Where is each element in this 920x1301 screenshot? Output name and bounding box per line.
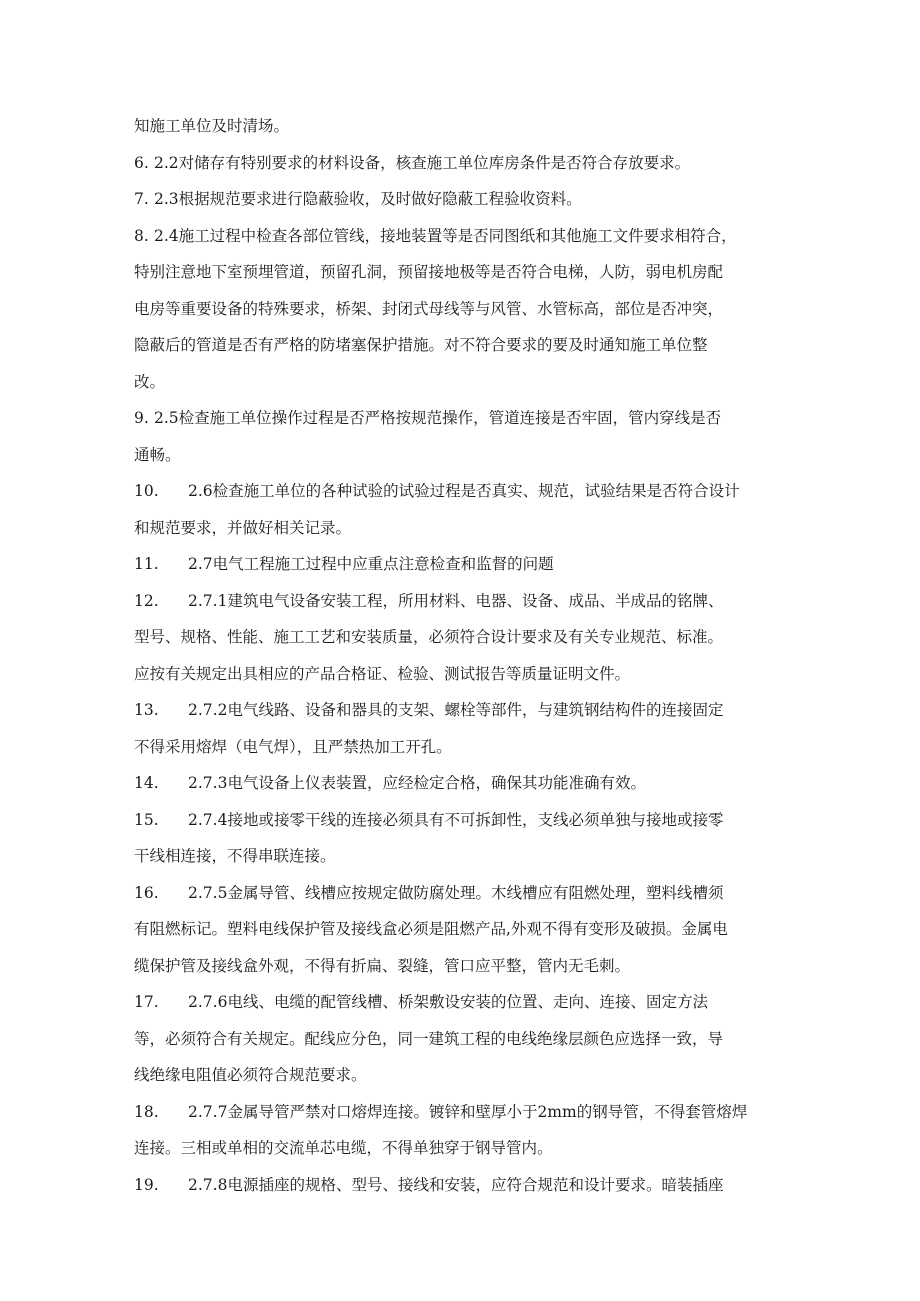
line-text: 2.7.2电气线路、设备和器具的支架、螺栓等部件，与建筑钢结构件的连接固定: [188, 701, 724, 719]
item-number: 15.: [134, 810, 159, 829]
paragraph-line: [134, 729, 799, 766]
line-text: 2.7.1建筑电气设备安装工程，所用材料、电器、设备、成品、半成品的铭牌、: [188, 591, 724, 610]
paragraph-line: [134, 364, 799, 401]
item-number: 16.: [134, 883, 159, 902]
item-number: 8.: [134, 226, 149, 245]
paragraph-line: [134, 437, 799, 474]
paragraph-13: [134, 692, 799, 765]
line-text: 不得采用熔焊（电气焊），且严禁热加工开孔。: [134, 737, 452, 756]
item-number: 18.: [134, 1102, 159, 1121]
line-text: 2.4施工过程中检查各部位管线，接地装置等是否同图纸和其他施工文件要求相符合，: [154, 226, 737, 245]
item-number: 7.: [134, 190, 149, 208]
paragraph-line: [134, 1130, 799, 1167]
paragraph-line: [134, 948, 799, 985]
paragraph-line: [134, 1167, 799, 1204]
paragraph-line: [134, 583, 799, 620]
paragraph-line: [134, 145, 799, 182]
paragraph-14: [134, 765, 799, 802]
paragraph-line: [134, 181, 799, 218]
line-text: 有阻燃标记。塑料电线保护管及接线盒必须是阻燃产品,外观不得有变形及破损。金属电: [134, 920, 728, 938]
paragraph-16: [134, 875, 799, 985]
item-number: 10.: [134, 482, 159, 500]
paragraph-line: [134, 984, 799, 1021]
line-text: 应按有关规定出具相应的产品合格证、检验、测试报告等质量证明文件。: [134, 664, 631, 683]
line-text: 2.7.6电线、电缆的配管线槽、桥架敷设安装的位置、走向、连接、固定方法: [188, 993, 708, 1011]
paragraph-line: [134, 692, 799, 729]
paragraph-line: [134, 400, 799, 437]
item-number: 19.: [134, 1175, 159, 1194]
paragraph-line: [134, 108, 799, 145]
paragraph-line: [134, 291, 799, 328]
line-text: 和规范要求，并做好相关记录。: [134, 518, 352, 537]
item-number: 9.: [134, 409, 149, 427]
paragraph-line: [134, 1094, 799, 1131]
line-text: 等，必须符合有关规定。配线应分色，同一建筑工程的电线绝缘层颜色应选择一致，导: [134, 1029, 724, 1048]
paragraph-continuation: [134, 108, 799, 145]
paragraph-line: [134, 327, 799, 364]
line-text: 型号、规格、性能、施工工艺和安装质量，必须符合设计要求及有关专业规范、标准。: [134, 628, 724, 646]
paragraph-line: [134, 218, 799, 255]
paragraph-6: [134, 145, 799, 182]
paragraph-line: [134, 802, 799, 839]
paragraph-11: [134, 546, 799, 583]
paragraph-line: [134, 875, 799, 912]
line-text: 2.7电气工程施工过程中应重点注意检查和监督的问题: [188, 555, 554, 573]
item-number: 17.: [134, 993, 159, 1011]
paragraph-line: [134, 473, 799, 510]
line-text: 缆保护管及接线盒外观，不得有折扁、裂缝，管口应平整，管内无毛刺。: [134, 956, 631, 975]
paragraph-15: [134, 802, 799, 875]
paragraph-17: [134, 984, 799, 1094]
paragraph-line: [134, 838, 799, 875]
item-number: 13.: [134, 701, 159, 719]
paragraph-line: [134, 765, 799, 802]
paragraph-line: [134, 619, 799, 656]
line-text: 线绝缘电阻值必须符合规范要求。: [134, 1066, 367, 1084]
line-text: 2.7.3电气设备上仪表装置，应经检定合格，确保其功能准确有效。: [188, 774, 646, 792]
paragraph-line: [134, 254, 799, 291]
paragraph-9: [134, 400, 799, 473]
paragraph-7: [134, 181, 799, 218]
paragraph-19: [134, 1167, 799, 1204]
line-text: 2.2对储存有特别要求的材料设备，核查施工单位库房条件是否符合存放要求。: [154, 153, 691, 172]
line-text: 2.7.8电源插座的规格、型号、接线和安装，应符合规范和设计要求。暗装插座: [188, 1175, 724, 1194]
line-text: 改。: [134, 372, 166, 391]
document-body: [134, 108, 799, 1203]
item-number: 6.: [134, 153, 149, 172]
line-text: 2.7.4接地或接零干线的连接必须具有不可拆卸性，支线必须单独与接地或接零: [188, 810, 724, 829]
paragraph-line: [134, 1057, 799, 1094]
item-number: 14.: [134, 774, 159, 792]
line-text: 2.3根据规范要求进行隐蔽验收，及时做好隐蔽工程验收资料。: [154, 190, 582, 208]
line-text: 2.6检查施工单位的各种试验的试验过程是否真实、规范，试验结果是否符合设计: [188, 482, 740, 500]
paragraph-line: [134, 911, 799, 948]
paragraph-18: [134, 1094, 799, 1167]
paragraph-line: [134, 546, 799, 583]
item-number: 11.: [134, 555, 159, 573]
paragraph-line: [134, 510, 799, 547]
line-text: 干线相连接，不得串联连接。: [134, 847, 336, 865]
line-text: 知施工单位及时清场。: [134, 117, 290, 135]
line-text: 电房等重要设备的特殊要求，桥架、封闭式母线等与风管、水管标高，部位是否冲突，: [134, 299, 724, 318]
item-number: 12.: [134, 591, 159, 610]
line-text: 通畅。: [134, 445, 181, 464]
line-text: 特别注意地下室预埋管道，预留孔洞，预留接地极等是否符合电梯，人防，弱电机房配: [134, 263, 724, 281]
line-text: 隐蔽后的管道是否有严格的防堵塞保护措施。对不符合要求的要及时通知施工单位整: [134, 336, 708, 354]
line-text: 连接。三相或单相的交流单芯电缆，不得单独穿于钢导管内。: [134, 1139, 553, 1157]
line-text: 2.7.5金属导管、线槽应按规定做防腐处理。木线槽应有阻燃处理，塑料线槽须: [188, 883, 724, 902]
paragraph-line: [134, 1021, 799, 1058]
line-text: 2.5检查施工单位操作过程是否严格按规范操作，管道连接是否牢固，管内穿线是否: [154, 409, 722, 427]
paragraph-8: [134, 218, 799, 401]
paragraph-line: [134, 656, 799, 693]
paragraph-12: [134, 583, 799, 693]
line-text: 2.7.7金属导管严禁对口熔焊连接。镀锌和壁厚小于2mm的钢导管，不得套管熔焊: [188, 1102, 748, 1121]
paragraph-10: [134, 473, 799, 546]
